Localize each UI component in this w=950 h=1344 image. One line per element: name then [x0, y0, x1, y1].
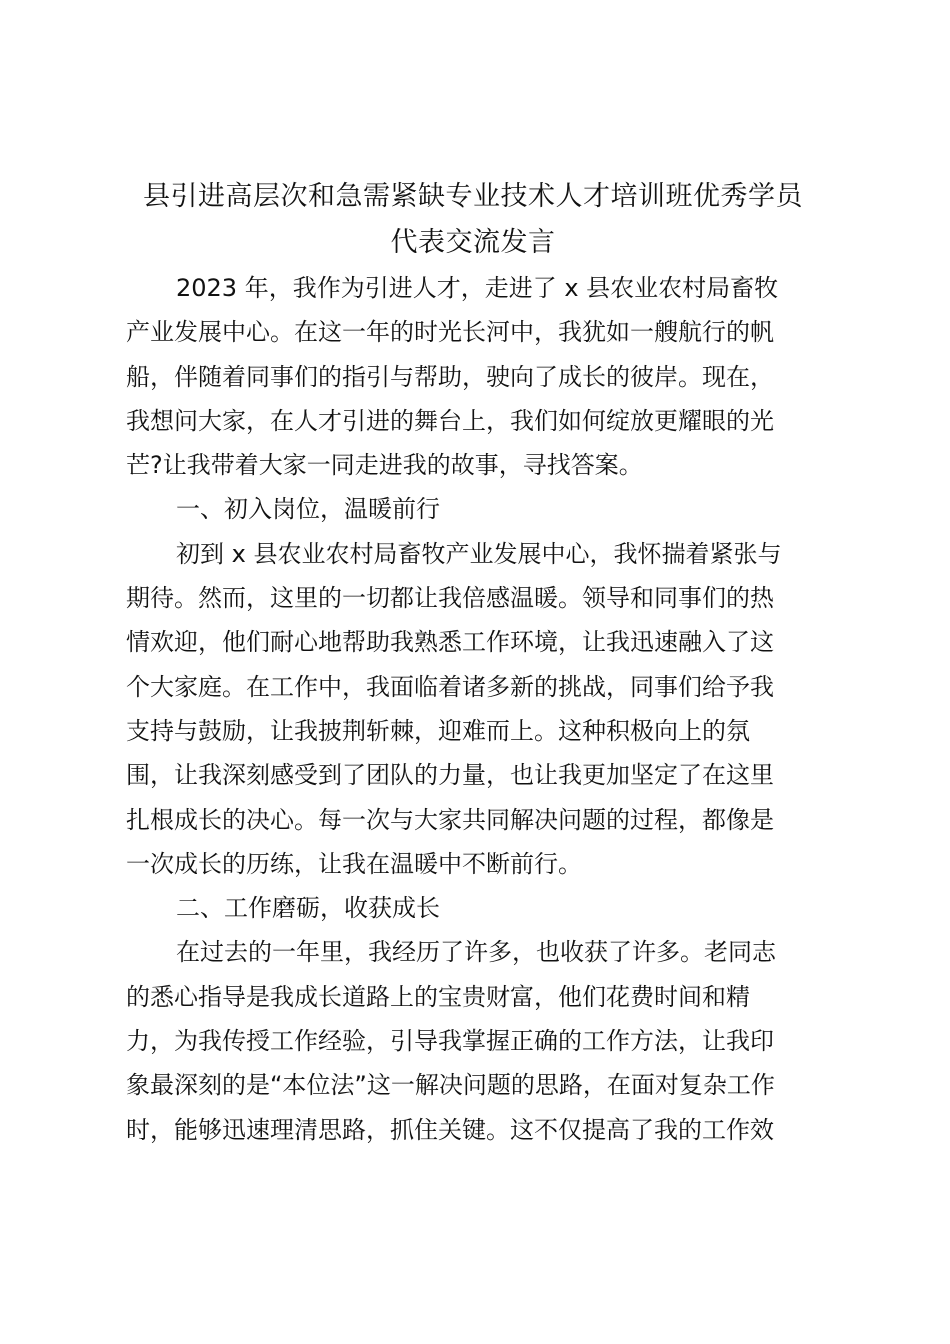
paragraph-line: 情欢迎，他们耐心地帮助我熟悉工作环境，让我迅速融入了这 [126, 628, 774, 657]
paragraph-line: 在过去的一年里，我经历了许多，也收获了许多。老同志 [176, 938, 776, 967]
paragraph-line: 的悉心指导是我成长道路上的宝贵财富，他们花费时间和精 [126, 982, 750, 1011]
document-page [126, 174, 820, 1152]
paragraph-line: 产业发展中心。在这一年的时光长河中，我犹如一艘航行的帆 [126, 318, 774, 347]
paragraph-line: 时，能够迅速理清思路，抓住关键。这不仅提高了我的工作效 [126, 1115, 774, 1144]
paragraph-line: 期待。然而，这里的一切都让我倍感温暖。领导和同事们的热 [126, 584, 774, 613]
paragraph-line: 船，伴随着同事们的指引与帮助，驶向了成长的彼岸。现在， [126, 362, 774, 391]
section-1-paragraph [126, 532, 820, 886]
title-line-1: 县引进高层次和急需紧缺专业技术人才培训班优秀学员 [143, 181, 803, 212]
paragraph-line: 象最深刻的是“本位法”这一解决问题的思路，在面对复杂工作 [126, 1071, 775, 1100]
title-line-2: 代表交流发言 [390, 227, 556, 258]
paragraph-line: 围，让我深刻感受到了团队的力量，也让我更加坚定了在这里 [126, 761, 774, 790]
paragraph-line: 我想问大家，在人才引进的舞台上，我们如何绽放更耀眼的光 [126, 406, 774, 435]
paragraph-line: 扎根成长的决心。每一次与大家共同解决问题的过程，都像是 [126, 805, 774, 834]
section-2-paragraph [126, 930, 820, 1151]
paragraph-line: 2023 年，我作为引进人才，走进了 x 县农业农村局畜牧 [176, 274, 779, 302]
section-heading-1: 一、初入岗位，温暖前行 [176, 495, 440, 524]
paragraph-line: 芒?让我带着大家一同走进我的故事，寻找答案。 [126, 451, 643, 480]
document-title [126, 174, 820, 266]
section-heading-2: 二、工作磨砺，收获成长 [176, 894, 440, 923]
paragraph-line: 初到 x 县农业农村局畜牧产业发展中心，我怀揣着紧张与 [176, 539, 782, 568]
intro-paragraph [126, 266, 820, 487]
paragraph-line: 支持与鼓励，让我披荆斩棘，迎难而上。这种积极向上的氛 [126, 716, 750, 745]
paragraph-line: 一次成长的历练，让我在温暖中不断前行。 [126, 849, 582, 878]
paragraph-line: 力，为我传授工作经验，引导我掌握正确的工作方法，让我印 [126, 1027, 774, 1056]
paragraph-line: 个大家庭。在工作中，我面临着诸多新的挑战，同事们给予我 [126, 672, 774, 701]
